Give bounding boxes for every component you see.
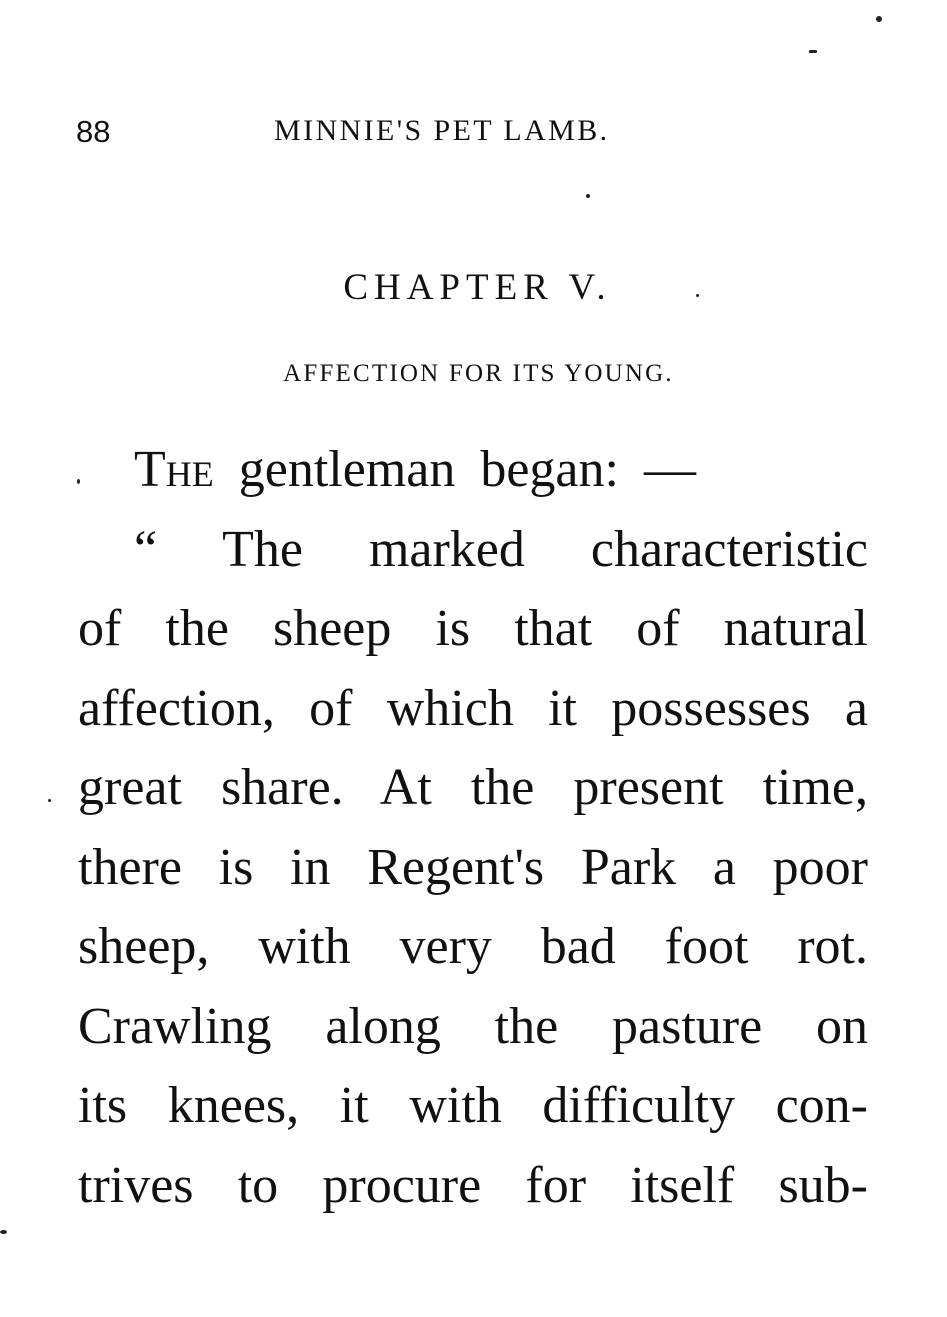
text-line: “ The marked characteristic: [134, 520, 868, 578]
page-number: 88: [76, 114, 111, 149]
text-line: trives to procure for itself sub-: [78, 1156, 868, 1214]
running-title: MINNIE'S PET LAMB.: [274, 114, 610, 147]
text-line: [78, 430, 868, 510]
print-speck: [48, 799, 51, 802]
lead-word: The: [134, 441, 214, 498]
running-head: [76, 114, 666, 154]
text-line: Crawling along the pasture on: [78, 997, 868, 1055]
chapter-heading: CHAPTER V.: [343, 267, 612, 308]
text-line: there is in Regent's Park a poor: [78, 838, 868, 896]
print-speck: [876, 16, 882, 22]
text-line: its knees, it with difficulty con-: [78, 1077, 868, 1134]
text-line: great share. At the present time,: [78, 759, 868, 816]
text-line: affection, of which it possesses a: [78, 679, 868, 737]
body-text: [78, 430, 868, 1225]
lead-line-rest: gentleman began: —: [238, 441, 696, 498]
text-line: sheep, with very bad foot rot.: [78, 918, 868, 975]
print-speck: [809, 50, 817, 53]
text-line: of the sheep is that of natural: [78, 600, 868, 657]
chapter-subtitle: AFFECTION FOR ITS YOUNG.: [283, 360, 674, 387]
print-speck: [0, 1230, 7, 1234]
print-speck: [586, 194, 590, 198]
